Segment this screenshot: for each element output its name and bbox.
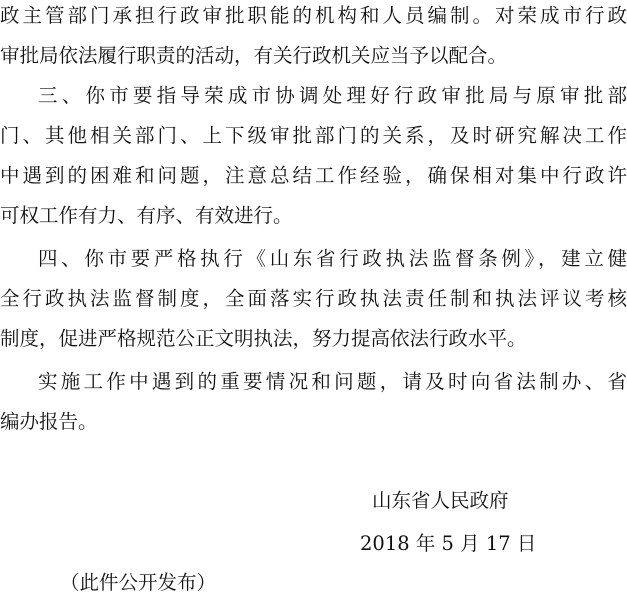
release-note: （此件公开发布） xyxy=(60,571,217,594)
issuer-name: 山东省人民政府 xyxy=(372,489,509,512)
paragraph-4-line-2: 编办报告。 xyxy=(0,410,98,433)
paragraph-3-line-1: 四、你市要严格执行《山东省行政执法监督条例》，建立健 xyxy=(38,247,627,270)
paragraph-2-line-2: 门、其他相关部门、上下级审批部门的关系，及时研究解决工作 xyxy=(0,124,627,147)
paragraph-3-line-3: 制度，促进严格规范公正文明执法，努力提高依法行政水平。 xyxy=(0,327,527,350)
paragraph-3-line-2: 全行政执法监督制度，全面落实行政执法责任制和执法评议考核 xyxy=(0,287,627,310)
paragraph-1-line-2: 审批局依法履行职责的活动，有关行政机关应当予以配合。 xyxy=(0,44,508,67)
paragraph-2-line-1: 三、你市要指导荣成市协调处理好行政审批局与原审批部 xyxy=(38,84,627,107)
paragraph-2-line-3: 中遇到的困难和问题，注意总结工作经验，确保相对集中行政许 xyxy=(0,164,627,187)
paragraph-4-line-1: 实施工作中遇到的重要情况和问题，请及时向省法制办、省 xyxy=(38,370,627,393)
paragraph-2-line-4: 可权工作有力、有序、有效进行。 xyxy=(0,204,293,227)
paragraph-1-line-1: 政主管部门承担行政审批职能的机构和人员编制。对荣成市行政 xyxy=(0,4,627,27)
issue-date: 2018 年 5 月 17 日 xyxy=(360,532,537,555)
